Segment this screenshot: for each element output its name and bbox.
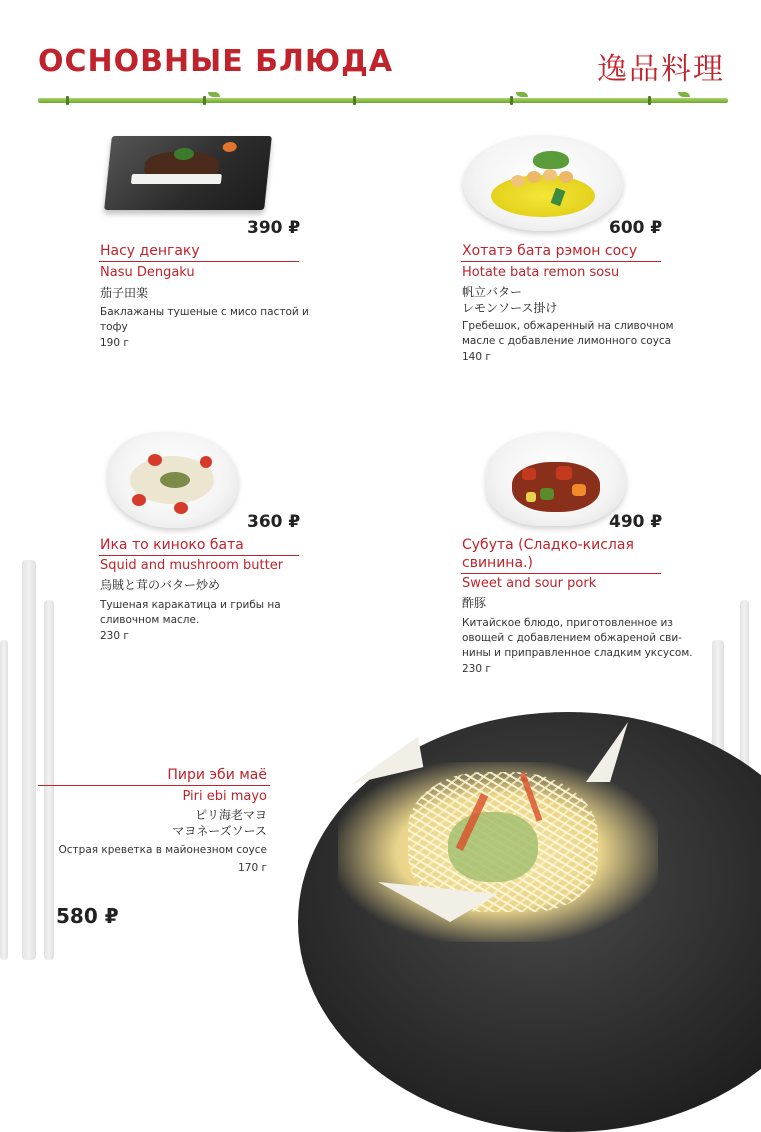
dish-description-line: масле с добавление лимонного соуса	[462, 335, 672, 347]
dish-weight: 230 г	[100, 630, 129, 642]
dish-name-ru: Хотатэ бата рэмон сосу	[462, 243, 638, 259]
dish-name-en: Piri ebi mayo	[182, 789, 267, 804]
price: 390 ₽	[247, 218, 301, 238]
dish-name-ru: Пири эби маё	[167, 767, 267, 783]
dish-weight: 170 г	[238, 862, 267, 874]
dish-photo-hotate	[463, 135, 623, 231]
bamboo-decoration-stalk	[22, 560, 36, 960]
dish-weight: 140 г	[462, 351, 491, 363]
dish-name-jp: 帆立バター	[462, 285, 523, 299]
dish-description-line: овощей с добавлением обжареной сви-	[462, 632, 682, 644]
dish-description-line: Китайское блюдо, приготовленное из	[462, 617, 673, 629]
dish-description-line: нины и приправленное сладким уксусом.	[462, 647, 693, 659]
dish-description-line: Острая креветка в майонезном соусе	[58, 844, 267, 856]
dish-name-jp: マヨネーズソース	[172, 824, 267, 838]
dish-name-jp: レモンソース掛け	[462, 301, 558, 315]
dish-name-jp: 茄子田楽	[100, 286, 149, 300]
divider	[461, 573, 661, 574]
page-title-chinese: 逸品料理	[597, 52, 725, 87]
dish-name-jp: 酢豚	[462, 596, 487, 610]
bamboo-divider	[38, 98, 728, 103]
dish-name-jp: ピリ海老マヨ	[194, 808, 267, 822]
dish-name-en: Sweet and sour pork	[462, 576, 597, 591]
dish-photo-nasu-dengaku	[104, 136, 272, 210]
page-title: ОСНОВНЫЕ БЛЮДА	[38, 44, 394, 79]
bamboo-decoration-stalk	[44, 600, 54, 960]
dish-weight: 230 г	[462, 663, 491, 675]
divider	[99, 555, 299, 556]
dish-description-line: Гребешок, обжаренный на сливочном	[462, 320, 674, 332]
dish-name-en: Nasu Dengaku	[100, 265, 195, 280]
dish-photo-piri-ebi-mayo	[298, 712, 761, 1132]
price: 600 ₽	[609, 218, 663, 238]
price: 580 ₽	[56, 904, 119, 928]
dish-name-ru: Насу денгаку	[100, 243, 200, 259]
dish-photo-subuta	[486, 432, 626, 526]
divider	[461, 261, 661, 262]
dish-description-line: Тушеная каракатица и грибы на	[100, 599, 281, 611]
dish-weight: 190 г	[100, 337, 129, 349]
dish-name-ru: Ика то киноко бата	[100, 537, 244, 553]
dish-name-ru: Субута (Сладко-кислая	[462, 537, 634, 553]
dish-name-ru: свинина.)	[462, 555, 533, 571]
bamboo-decoration-stalk	[0, 640, 8, 960]
dish-name-en: Squid and mushroom butter	[100, 558, 284, 573]
dish-description-line: сливочном масле.	[100, 614, 200, 626]
divider	[38, 785, 270, 786]
dish-name-jp: 烏賊と茸のバター炒め	[100, 578, 221, 592]
price: 490 ₽	[609, 512, 663, 532]
price: 360 ₽	[247, 512, 301, 532]
dish-name-en: Hotate bata remon sosu	[462, 265, 620, 280]
dish-description-line: Баклажаны тушеные с мисо пастой и	[100, 306, 309, 318]
divider	[99, 261, 299, 262]
dish-photo-ika	[108, 432, 238, 528]
dish-description-line: тофу	[100, 321, 128, 333]
